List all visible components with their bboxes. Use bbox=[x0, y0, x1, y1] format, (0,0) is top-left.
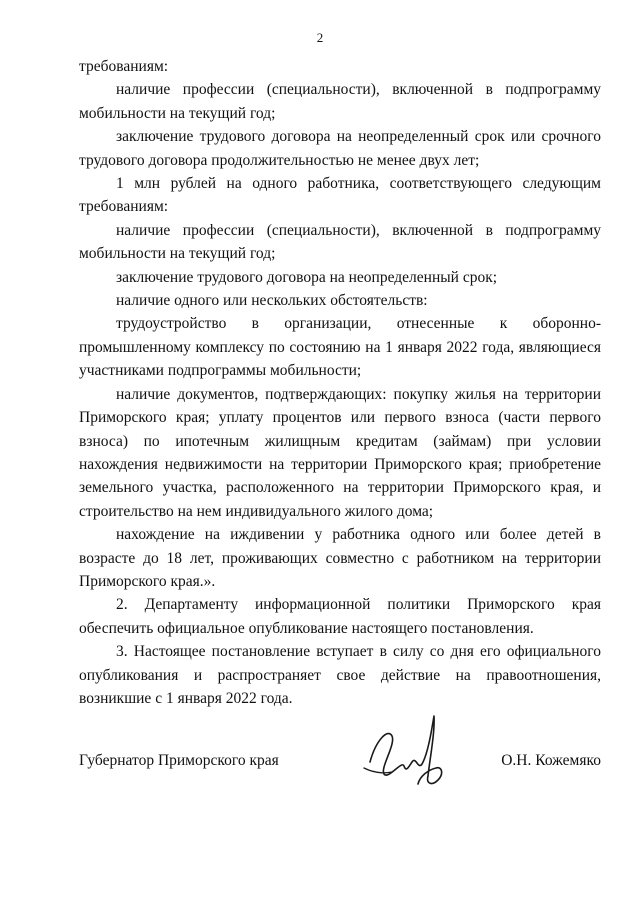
paragraph: наличие профессии (специальности), включенной в подпрограмму мобильности на текущий год; bbox=[79, 81, 601, 122]
signature-block bbox=[79, 752, 601, 782]
paragraph: трудоустройство в организации, отнесенные к оборонно-промышленному комплексу по состоянию на 1 января 2022 года, являющиеся участниками подпрограммы мобильности; bbox=[79, 315, 601, 380]
paragraph: заключение трудового договора на неопределенный срок или срочного трудового договора продолжительностью не менее двух лет; bbox=[79, 128, 601, 169]
page-number: 2 bbox=[316, 30, 324, 45]
paragraph: наличие одного или нескольких обстоятельств: bbox=[116, 292, 428, 310]
signatory-name: О.Н. Кожемяко bbox=[501, 752, 601, 769]
handwritten-signature bbox=[362, 710, 452, 790]
paragraph: нахождение на иждивении у работника одного или более детей в возрасте до 18 лет, проживающих совместно с работником на территории Приморского края.». bbox=[79, 526, 601, 590]
paragraph: 3. Настоящее постановление вступает в силу со дня его официального опубликования и распространяет свое действие на правоотношения, возникшие с 1 января 2022 года. bbox=[79, 643, 601, 707]
paragraph: наличие профессии (специальности), включенной в подпрограмму мобильности на текущий год; bbox=[79, 221, 601, 263]
paragraph: 1 млн рублей на одного работника, соответствующего следующим требованиям: bbox=[79, 175, 601, 216]
signatory-title: Губернатор Приморского края bbox=[79, 752, 279, 769]
paragraph: наличие документов, подтверждающих: покупку жилья на территории Приморского края; уплату процентов или первого взноса (части первого взноса) по ипотечным жилищным кредитам (займам) при условии нахождения недвижимости на территории Приморского края; приобретение земельного участка, расположенного на территории Приморского края, и строительство на нем индивидуального жилого дома; bbox=[79, 385, 601, 520]
document-body bbox=[79, 55, 601, 710]
paragraph: 2. Департаменту информационной политики Приморского края обеспечить официальное опубликование настоящего постановления. bbox=[79, 596, 601, 637]
paragraph: заключение трудового договора на неопределенный срок; bbox=[116, 268, 498, 286]
paragraph: требованиям: bbox=[79, 58, 169, 75]
